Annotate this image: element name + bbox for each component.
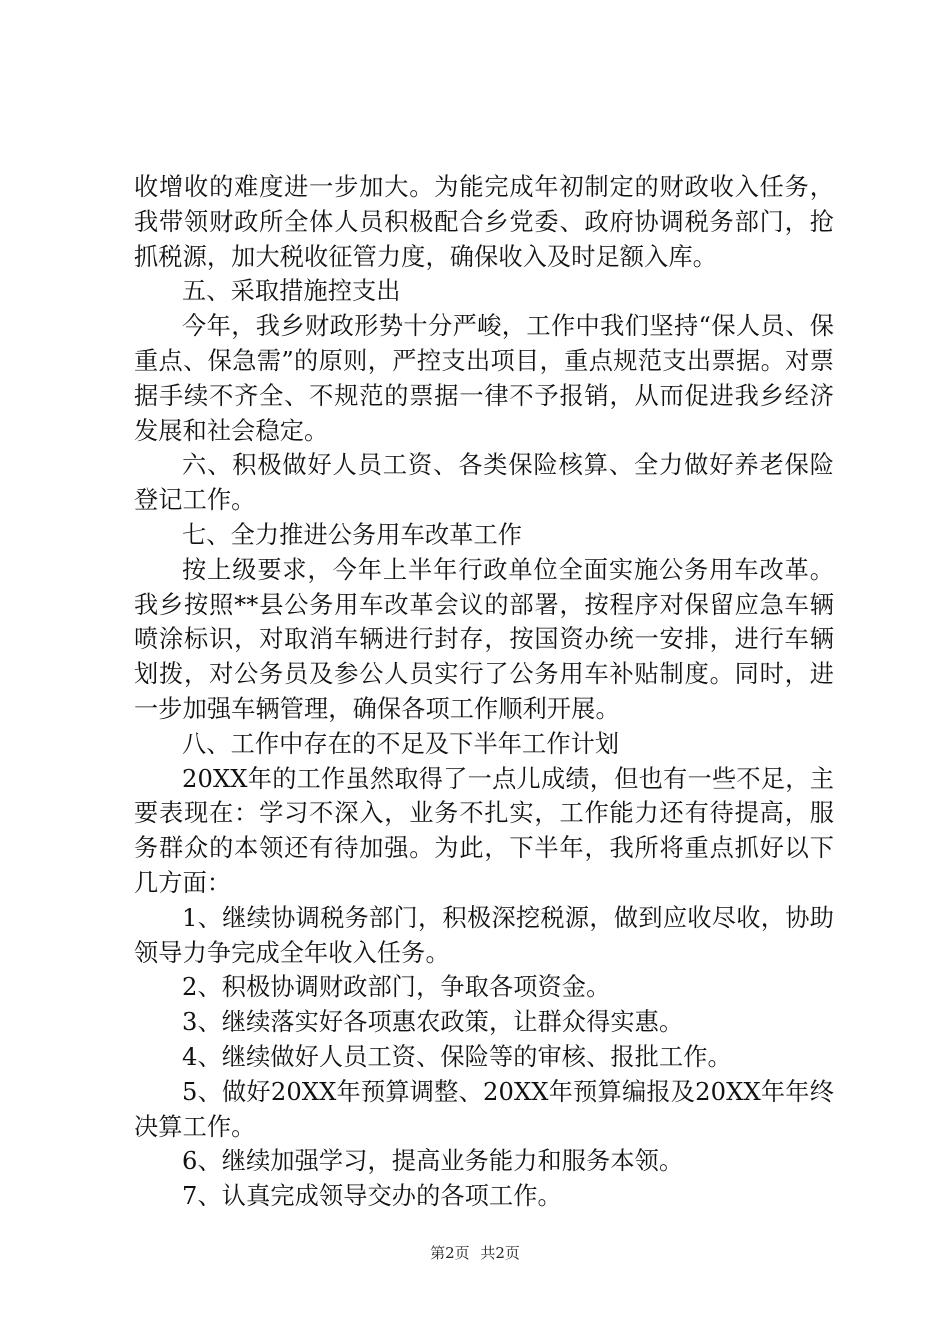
paragraph-expenditure-control: 今年，我乡财政形势十分严峻，工作中我们坚持“保人员、保重点、保急需”的原则，严控支出项目，重点规范支出票据。对票据手续不齐全、不规范的票据一律不予报销，从而促进我乡经济发展和社会稳定。 xyxy=(134,312,834,445)
plan-item-5: 5、做好20XX年预算调整、20XX年预算编报及20XX年年终决算工作。 xyxy=(134,1077,834,1141)
page-footer xyxy=(0,1242,950,1263)
heading-salary-insurance: 六、积极做好人员工资、各类保险核算、全力做好养老保险登记工作。 xyxy=(134,451,834,515)
paragraph-vehicle-reform: 按上级要求，今年上半年行政单位全面实施公务用车改革。我乡按照**县公务用车改革会议的部署，按程序对保留应急车辆喷涂标识，对取消车辆进行封存，按国资办统一安排，进行车辆划拨，对公务员及参公人员实行了公务用车补贴制度。同时，进一步加强车辆管理，确保各项工作顺利开展。 xyxy=(134,555,834,723)
plan-item-3: 3、继续落实好各项惠农政策，让群众得实惠。 xyxy=(182,1008,684,1037)
document-body xyxy=(134,170,834,1214)
heading-expenditure-control: 五、采取措施控支出 xyxy=(182,277,401,306)
plan-item-4: 4、继续做好人员工资、保险等的审核、报批工作。 xyxy=(182,1042,732,1071)
heading-shortcomings-plan: 八、工作中存在的不足及下半年工作计划 xyxy=(182,729,620,758)
plan-item-7: 7、认真完成领导交办的各项工作。 xyxy=(182,1182,562,1211)
paragraph-shortcomings: 20XX年的工作虽然取得了一点儿成绩，但也有一些不足，主要表现在：学习不深入，业务不扎实，工作能力还有待提高，服务群众的本领还有待加强。为此，下半年，我所将重点抓好以下几方面： xyxy=(134,764,834,897)
paragraph-tax-revenue: 收增收的难度进一步加大。为能完成年初制定的财政收入任务，我带领财政所全体人员积极配合乡党委、政府协调税务部门，抢抓税源，加大税收征管力度，确保收入及时足额入库。 xyxy=(134,173,834,271)
heading-vehicle-reform: 七、全力推进公务用车改革工作 xyxy=(182,520,523,549)
plan-item-1: 1、继续协调税务部门，积极深挖税源，做到应收尽收，协助领导力争完成全年收入任务。 xyxy=(134,903,834,967)
plan-item-2: 2、积极协调财政部门，争取各项资金。 xyxy=(182,973,611,1002)
page-number: 第2页 xyxy=(430,1244,470,1262)
page-total: 共2页 xyxy=(480,1244,520,1262)
plan-item-6: 6、继续加强学习，提高业务能力和服务本领。 xyxy=(182,1147,684,1176)
